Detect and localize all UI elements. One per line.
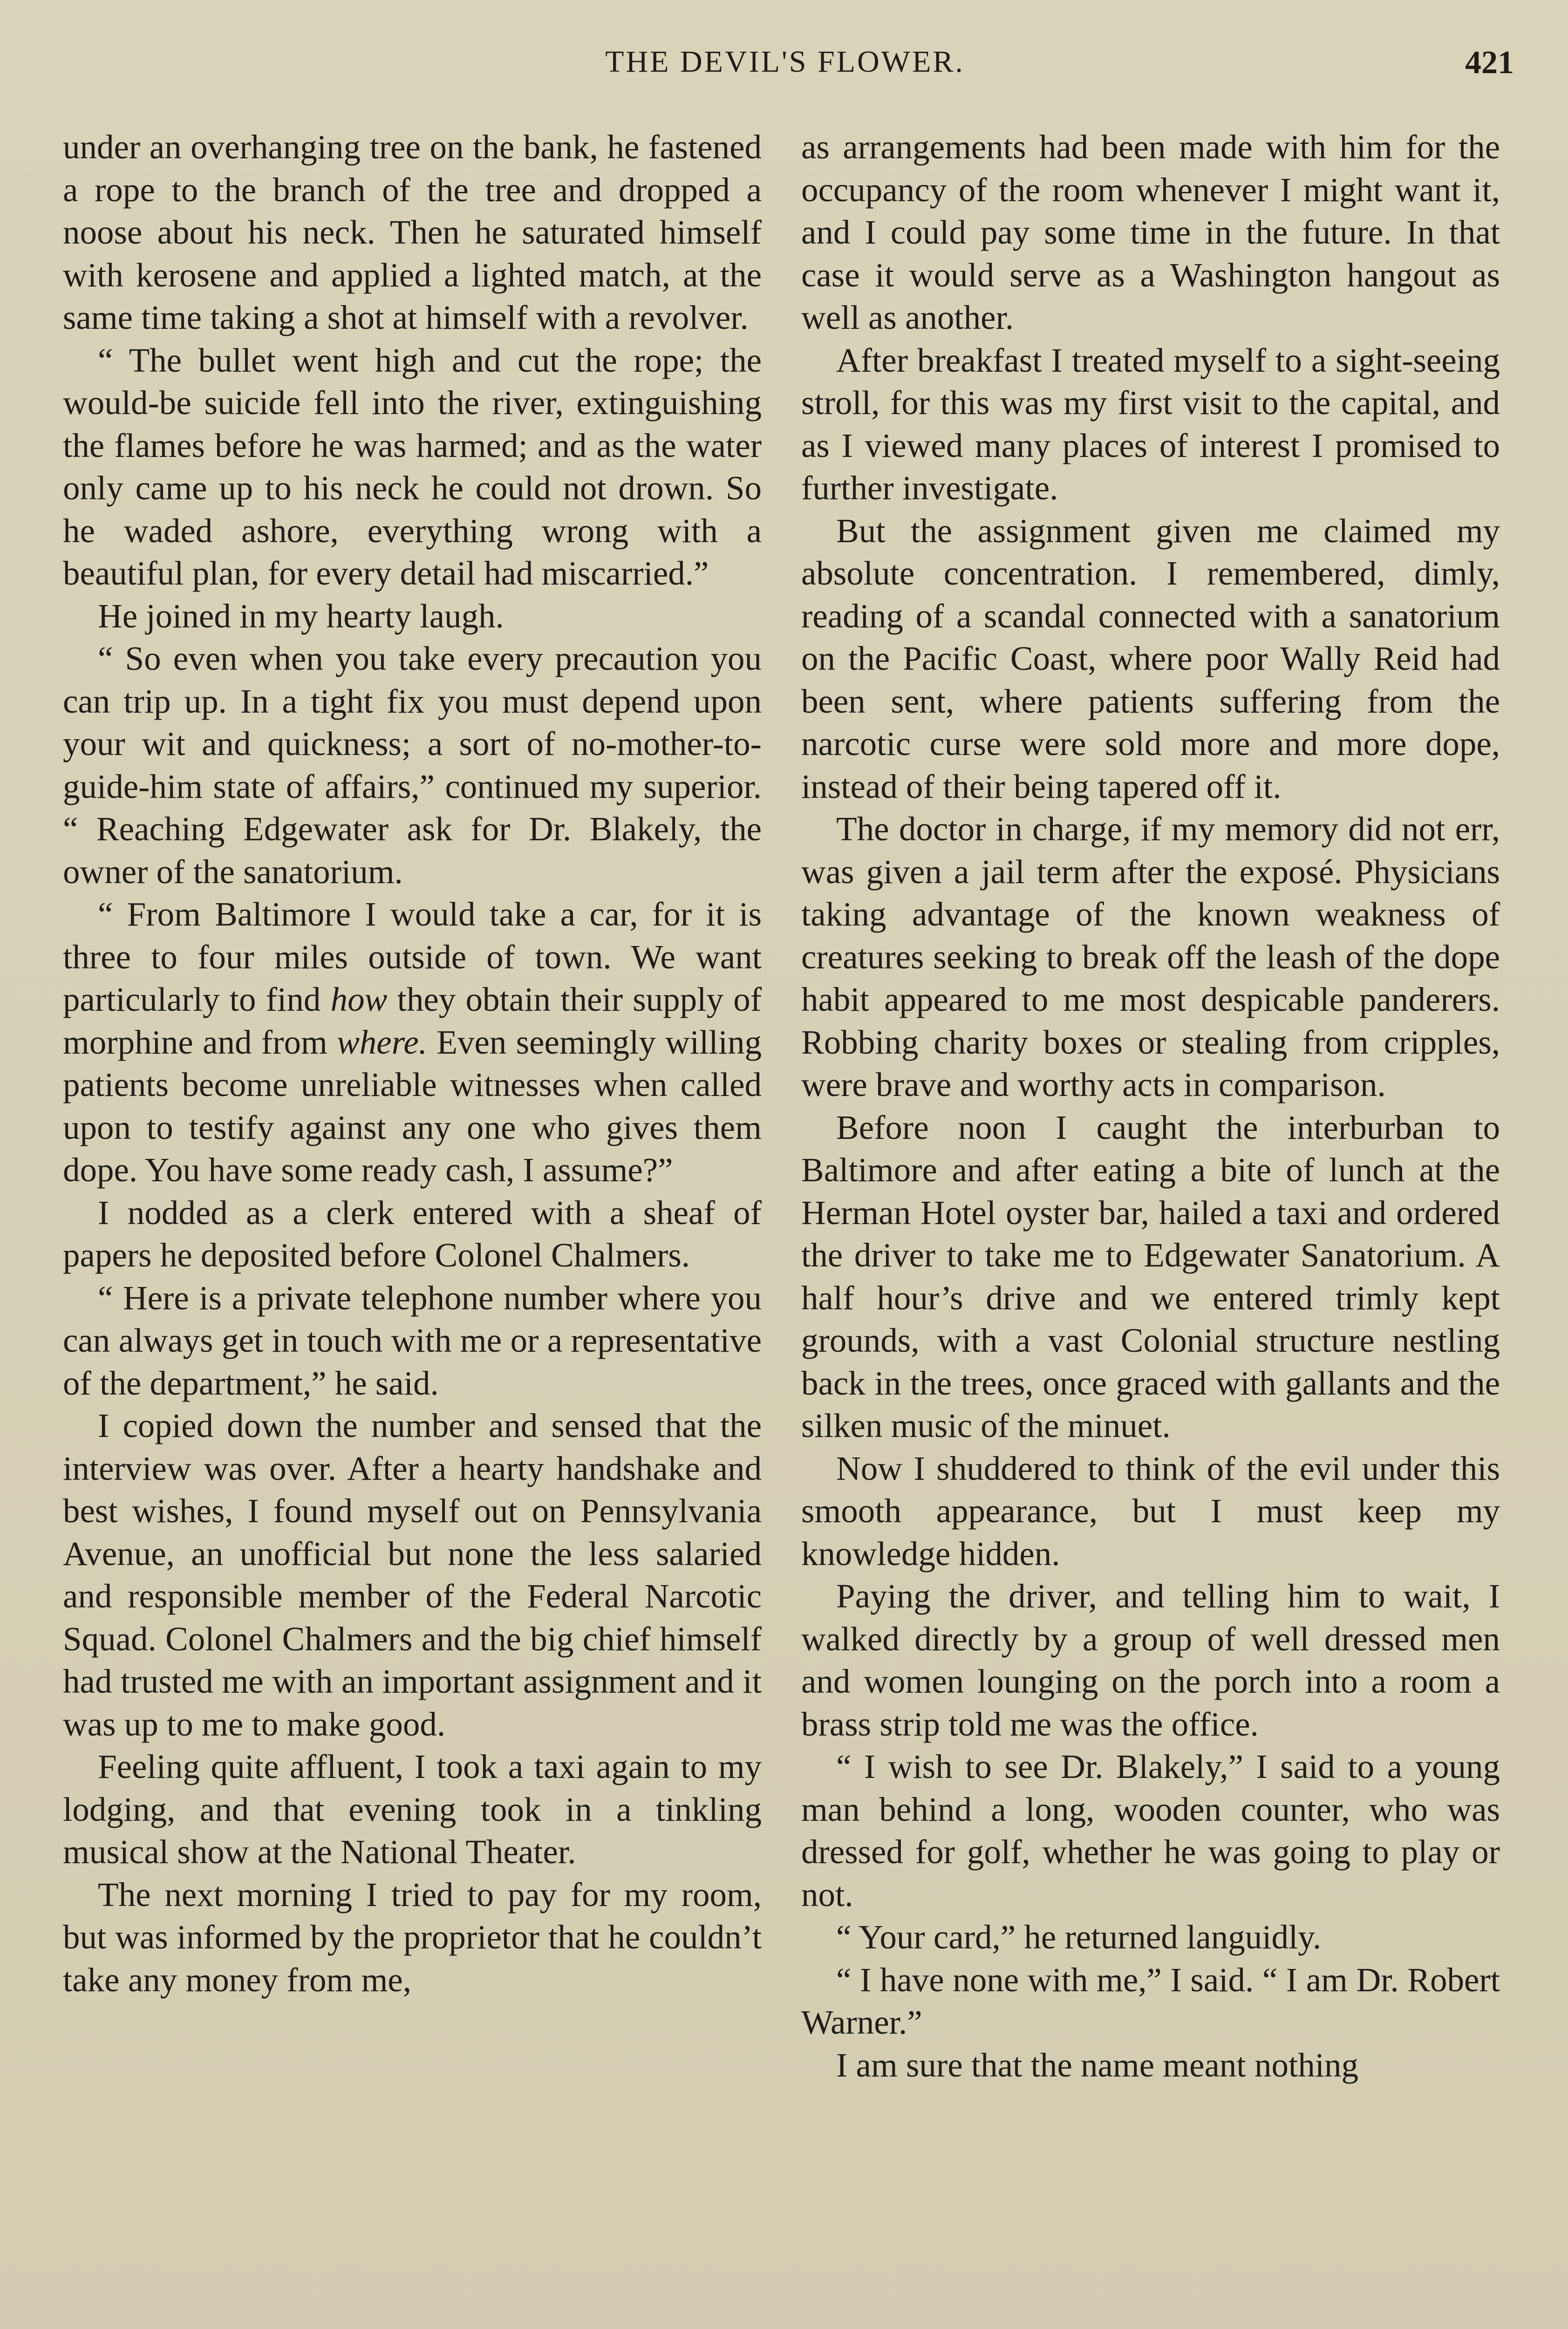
- italic-word: where.: [337, 1023, 428, 1061]
- paragraph: “ I have none with me,” I said. “ I am Dr. Robert Warner.”: [801, 1961, 1500, 2041]
- paragraph: “ I wish to see Dr. Blakely,” I said to a young man behind a long, wooden counter, who was dressed for golf, whether he was going to play or not.: [801, 1748, 1500, 1914]
- paragraph: Feeling quite affluent, I took a taxi again to my lodging, and that evening took in a tinkling musical show at the National Theater.: [63, 1748, 762, 1871]
- paragraph: “ Your card,” he returned languidly.: [836, 1918, 1322, 1956]
- page-header: [56, 44, 1514, 100]
- paragraph: under an overhanging tree on the bank, he fastened a rope to the branch of the tree and dropped a noose about his neck. Then he saturated himself with kerosene and applied a lighted match, at the same time taking a shot at himself with a revolver.: [63, 128, 762, 336]
- paragraph: Now I shuddered to think of the evil under this smooth appearance, but I must keep my knowledge hidden.: [801, 1449, 1500, 1573]
- paragraph: But the assignment given me claimed my absolute concentration. I remembered, dimly, reading of a scandal connected with a sanatorium on the Pacific Coast, where poor Wally Reid had been sent, where patients suffering from the narcotic curse were sold more and more dope, instead of their being tapered off it.: [801, 511, 1500, 805]
- paragraph: I am sure that the name meant nothing: [836, 2046, 1359, 2084]
- paragraph: [63, 893, 762, 1192]
- paragraph: “ So even when you take every precaution you can trip up. In a tight fix you must depend upon your wit and quickness; a sort of no-mother-to-guide-him state of affairs,” continued my superior. “ Reaching Edgewater ask for Dr. Blakely, the owner of the sanatorium.: [63, 640, 762, 891]
- paragraph: I copied down the number and sensed that the interview was over. After a hearty handshake and best wishes, I found myself out on Pennsylvania Avenue, an unofficial but none the less salaried and responsible member of the Federal Narcotic Squad. Colonel Chalmers and the big chief himself had trusted me with an important assignment and it was up to me to make good.: [63, 1407, 762, 1743]
- paragraph: Paying the driver, and telling him to wait, I walked directly by a group of well dressed men and women lounging on the porch into a room a brass strip told me was the office.: [801, 1577, 1500, 1743]
- paragraph: “ Here is a private telephone number where you can always get in touch with me or a representative of the department,” he said.: [63, 1279, 762, 1402]
- text-run: “ From Baltimore I would take a car, for it is three to four miles outside of town. We want particularly to find: [63, 895, 762, 1018]
- paragraph: “ The bullet went high and cut the rope; the would-be suicide fell into the river, extinguishing the flames before he was harmed; and as the water only came up to his neck he could not drown. So he waded ashore, everything wrong with a beautiful plan, for every detail had miscarried.”: [63, 341, 762, 592]
- text-run: they obtain their supply of morphine and from: [63, 981, 762, 1061]
- paragraph: The next morning I tried to pay for my room, but was informed by the proprietor that he couldn’t take any money from me,: [63, 1875, 762, 1999]
- text-run: Even seemingly willing patients become unreliable witnesses when called upon to testify against any one who gives them dope. You have some ready cash, I assume?”: [63, 1023, 762, 1189]
- paragraph: Before noon I caught the interburban to Baltimore and after eating a bite of lunch at the Herman Hotel oyster bar, hailed a taxi and ordered the driver to take me to Edgewater Sanatorium. A half hour’s drive and we entered trimly kept grounds, with a vast Colonial structure nestling back in the trees, once graced with gallants and the silken music of the minuet.: [801, 1108, 1500, 1444]
- paragraph: He joined in my hearty laugh.: [98, 597, 504, 635]
- left-column: [63, 126, 762, 2001]
- italic-word: how: [330, 981, 388, 1018]
- page-number: 421: [1465, 45, 1514, 81]
- paragraph: as arrangements had been made with him for the occupancy of the room whenever I might want it, and I could pay some time in the future. In that case it would serve as a Washington hangout as well as another.: [801, 128, 1500, 336]
- paragraph: I nodded as a clerk entered with a sheaf of papers he deposited before Colonel Chalmers.: [63, 1193, 762, 1274]
- right-column: [801, 126, 1500, 2086]
- paragraph: The doctor in charge, if my memory did not err, was given a jail term after the exposé. Physicians taking advantage of the known weakness of creatures seeking to break off the leash of the dope habit appeared to me most despicable panderers. Robbing charity boxes or stealing from cripples, were brave and worthy acts in comparison.: [801, 810, 1500, 1103]
- running-head: THE DEVIL'S FLOWER.: [605, 45, 965, 79]
- paragraph: After breakfast I treated myself to a sight-seeing stroll, for this was my first visit to the capital, and as I viewed many places of interest I promised to further investigate.: [801, 341, 1500, 507]
